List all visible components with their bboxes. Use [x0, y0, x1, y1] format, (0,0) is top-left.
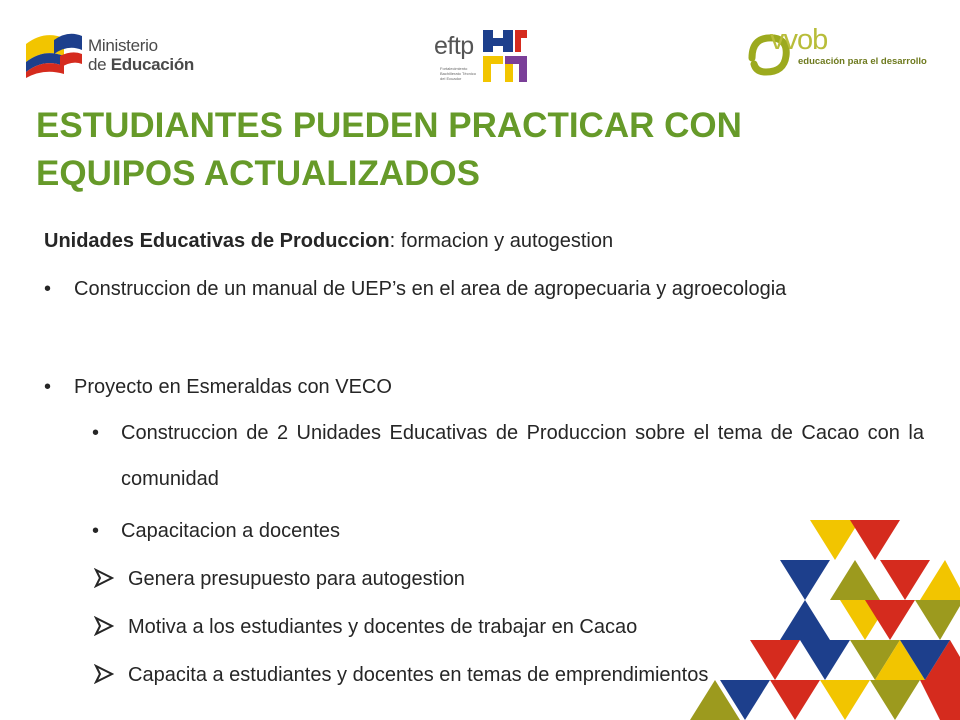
bullet-icon: • [92, 422, 100, 444]
triangle-shape [810, 520, 860, 560]
triangle-shape [870, 680, 920, 720]
arrow-bullet-icon [94, 568, 114, 588]
title-line-2: EQUIPOS ACTUALIZADOS [36, 154, 480, 193]
arrow-item-text: Capacita a estudiantes y docentes en temas de emprendimientos [128, 664, 709, 686]
triangle-shape [820, 680, 870, 720]
arrow-item-text: Genera presupuesto para autogestion [128, 568, 465, 590]
ministerio-line1: Ministerio [88, 36, 158, 55]
arrow-bullet-icon [94, 616, 114, 636]
triangle-shape [780, 600, 830, 640]
slide-title [36, 102, 916, 198]
ministerio-line2 [88, 55, 194, 75]
triangle-shape [830, 560, 880, 600]
eftp-blocks-icon [483, 30, 529, 82]
vvob-subtitle: educación para el desarrollo [798, 56, 927, 67]
logo-bar [0, 0, 960, 100]
triangle-shape [915, 600, 960, 640]
list-item [44, 410, 924, 502]
arrow-bullet-icon [94, 664, 114, 684]
list-item-text: Capacitacion a docentes [121, 520, 341, 542]
section-heading [44, 230, 613, 253]
ministerio-educacion-logo [24, 26, 194, 82]
triangle-shape [750, 640, 800, 680]
triangle-shape [880, 560, 930, 600]
triangle-pattern-decoration [690, 520, 960, 720]
section-heading-rest: : formacion y autogestion [389, 230, 614, 252]
title-line-1: ESTUDIANTES PUEDEN PRACTICAR CON [36, 106, 742, 145]
triangle-shape [770, 680, 820, 720]
ministerio-line2-prefix: de [88, 55, 111, 74]
ministerio-line2-bold: Educación [110, 55, 194, 74]
triangle-shape [800, 640, 850, 680]
triangle-shape [920, 680, 960, 720]
bullet-icon: • [44, 376, 52, 398]
vvob-logo [748, 24, 938, 88]
list-item-text: Construccion de un manual de UEP’s en el area de agropecuaria y agroecologia [74, 278, 787, 300]
eftp-subtitle: Fortalecimiento Bachillerato Técnico del Ecuador [440, 66, 476, 81]
bullet-icon: • [92, 520, 100, 542]
triangle-shape [780, 560, 830, 600]
list-item-text: Construccion de 2 Unidades Educativas de Produccion sobre el tema de Cacao con la comunidad [121, 422, 924, 490]
triangle-shape [850, 520, 900, 560]
list-item [44, 266, 924, 312]
ecuador-flag-icon [24, 26, 86, 78]
list-item [44, 364, 924, 410]
bullet-icon: • [44, 278, 52, 300]
vvob-word: vvob [770, 24, 828, 56]
section-heading-bold: Unidades Educativas de Produccion [44, 230, 390, 252]
arrow-item-text: Motiva a los estudiantes y docentes de trabajar en Cacao [128, 616, 638, 638]
eftp-word: eftp [434, 32, 474, 60]
list-item-text: Proyecto en Esmeraldas con VECO [74, 376, 392, 398]
eftp-logo [428, 26, 538, 86]
